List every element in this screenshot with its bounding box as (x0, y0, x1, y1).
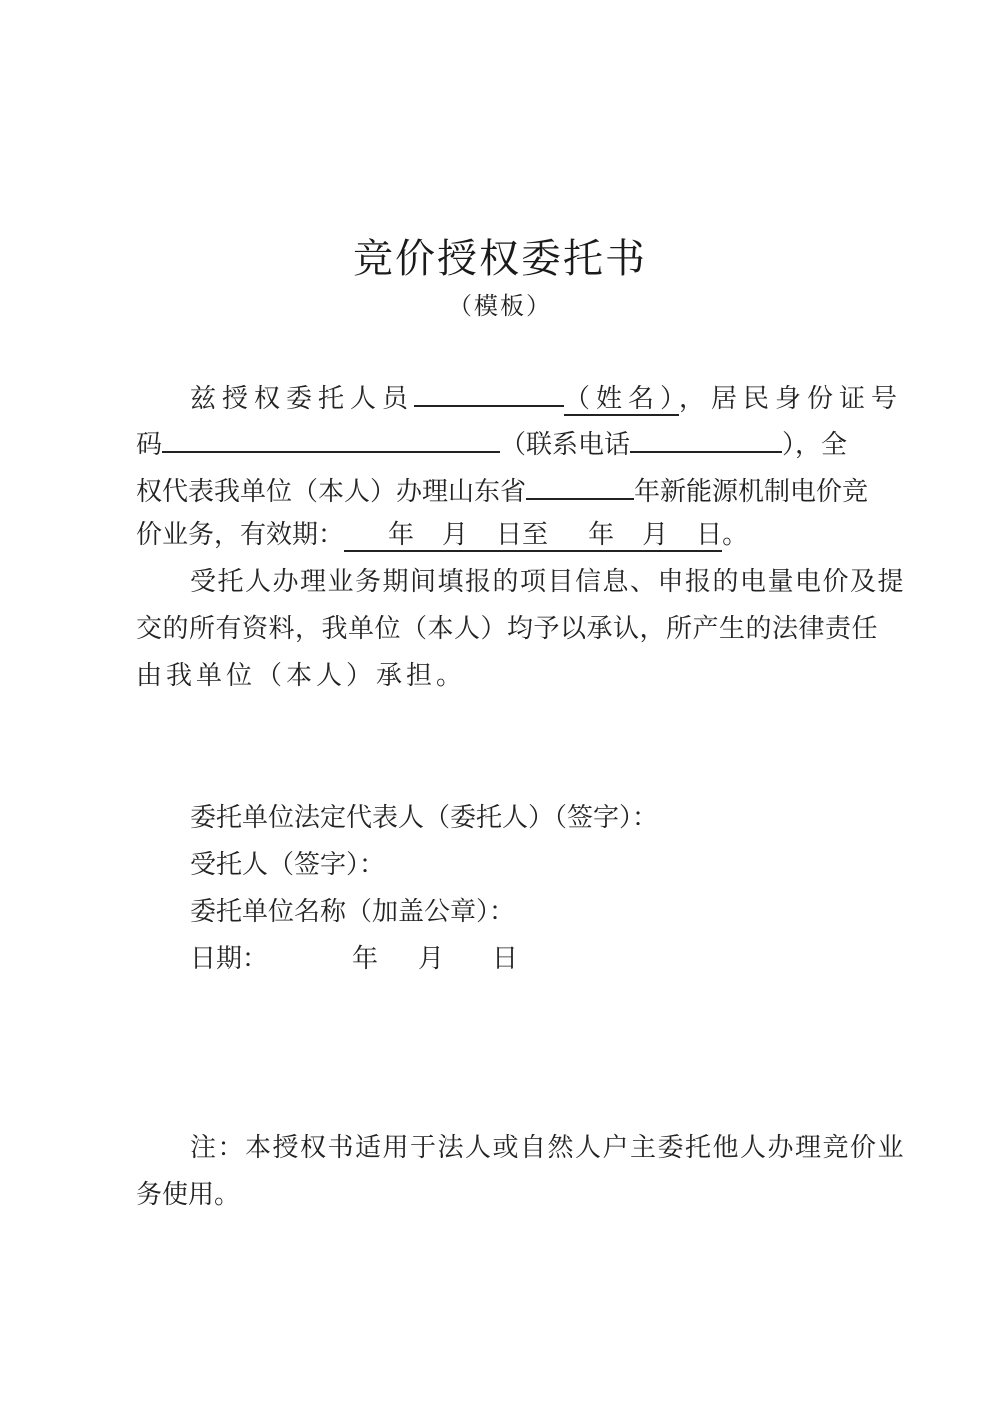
document-title: 竞价授权委托书 (353, 236, 647, 282)
para1-line2-text-b: （联系电话 (500, 430, 631, 460)
date-month: 月 (418, 944, 445, 974)
period-year2: 年 (588, 520, 615, 550)
para1-line3-text-a: 权代表我单位（本人）办理山东省 (136, 477, 527, 507)
para1-line2-text-a: 码 (136, 430, 163, 460)
para1-line4-end: 。 (722, 520, 749, 550)
date-label: 日期： (190, 944, 269, 974)
id-number-blank[interactable] (162, 424, 500, 453)
period-month2: 月 (642, 520, 669, 550)
para2-line2: 交的所有资料，我单位（本人）均予以承认，所产生的法律责任 (136, 614, 879, 644)
para1-line3 (136, 471, 868, 509)
period-day1-to: 日至 (496, 520, 549, 550)
trustee-signature-label: 受托人（签字）： (190, 850, 386, 880)
para1-line4-text-a: 价业务，有效期： (136, 520, 345, 550)
unit-name-seal-label: 委托单位名称（加盖公章）： (190, 897, 516, 927)
year-blank[interactable] (526, 471, 634, 500)
date-year: 年 (352, 944, 379, 974)
note-line2: 务使用。 (136, 1180, 241, 1210)
para1-line2-text-c: ），全 (782, 430, 848, 460)
date-day: 日 (492, 944, 519, 974)
para2-line1: 受托人办理业务期间填报的项目信息、申报的电量电价及提 (190, 567, 906, 597)
para1-line4 (136, 518, 748, 552)
para1-line1-text-a: 兹授权委托人员 (190, 384, 415, 414)
period-day2: 日 (696, 520, 723, 550)
name-hint: （姓名） (564, 384, 680, 414)
validity-period[interactable] (344, 520, 722, 552)
para2-line3: 由我单位（本人）承担。 (136, 661, 467, 691)
document-subtitle: （模板） (448, 292, 552, 320)
period-month1: 月 (442, 520, 469, 550)
note-line1: 注：本授权书适用于法人或自然人户主委托他人办理竞价业 (190, 1133, 906, 1163)
date-line (190, 942, 518, 976)
para1-line1-text-b: ，居民身份证号 (679, 384, 904, 414)
legal-rep-signature-label: 委托单位法定代表人（委托人）（签字）： (190, 803, 659, 833)
para1-line3-text-b: 年新能源机制电价竞 (634, 477, 869, 507)
para1-line1 (190, 378, 903, 416)
para1-line2 (136, 424, 847, 462)
phone-blank[interactable] (630, 424, 782, 453)
name-blank[interactable] (414, 378, 564, 407)
period-year1: 年 (388, 520, 415, 550)
